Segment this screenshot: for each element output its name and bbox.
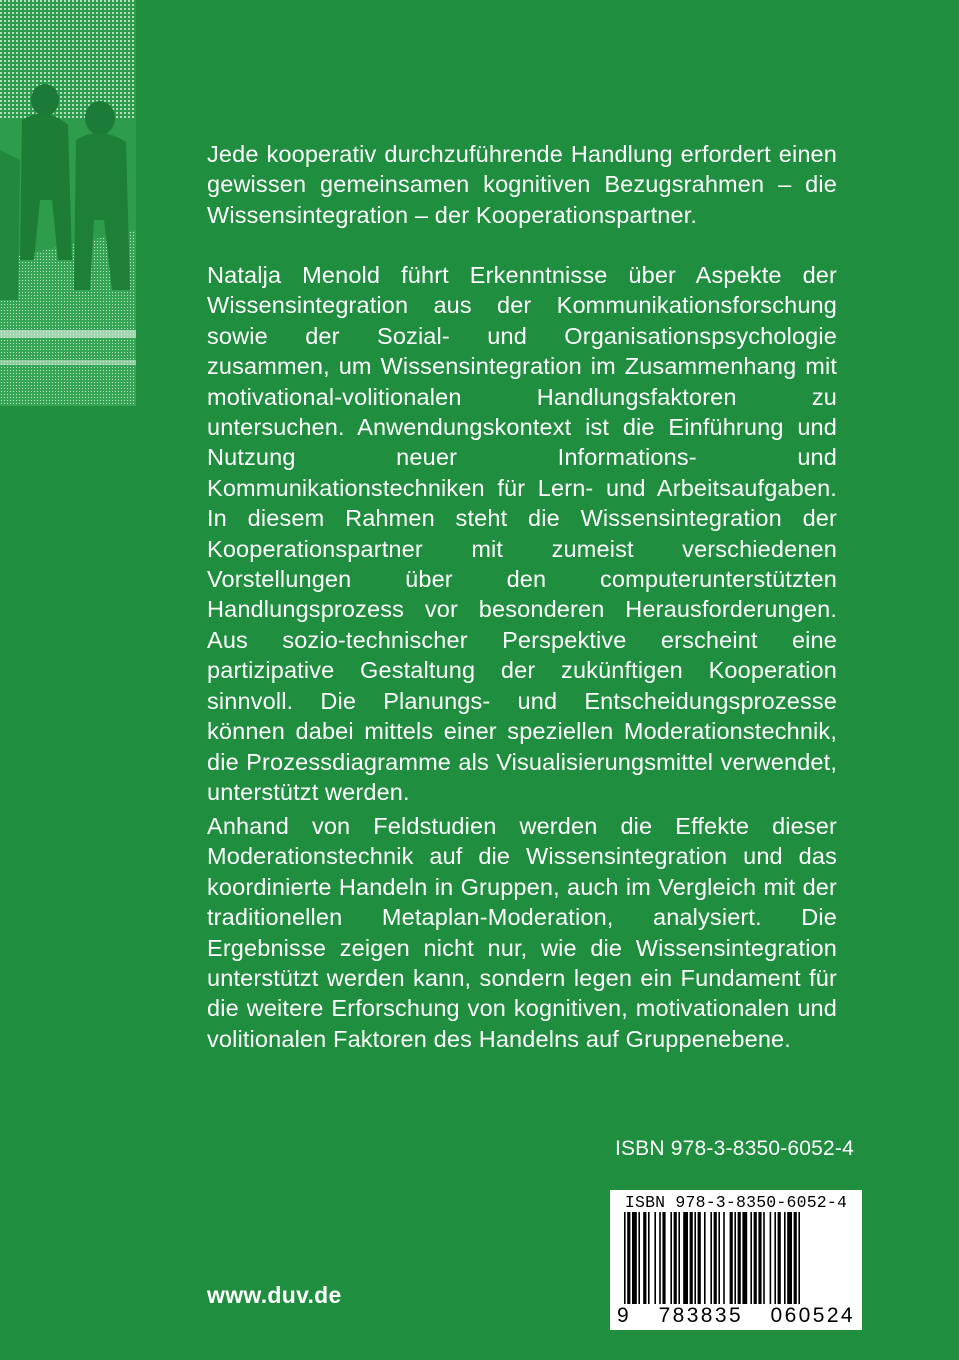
barcode-bar bbox=[678, 1212, 680, 1304]
paragraph-text: Natalja Menold führt Erkenntnisse über Aspekte der Wissensintegration aus der Kommunikationsforschung sowie der Sozial- und Organisationspsychologie zusammen, um Wissensintegration im Zusammenhang mit motivational-volitionalen Handlungsfaktoren zu untersuchen. Anwendungskontext ist die Einführung und Nutzung neuer Informations- und Kommunikationstechniken für Lern- und Arbeitsaufgaben. In diesem Rahmen steht die Wissensintegration der Kooperationspartner mit zumeist verschiedenen Vorstellungen über den computerunterstützten Handlungsprozess vor besonderen Herausforderungen. Aus sozio-technischer Perspektive erscheint eine partizipative Gestaltung der zukünftigen Kooperation sinnvoll. Die Planungs- und Entscheidungsprozesse können dabei mittels einer speziellen Moderationstechnik, die Prozessdiagramme als Visualisierungsmittel verwendet, unterstützt werden. bbox=[207, 262, 837, 805]
barcode-bar bbox=[683, 1212, 688, 1304]
barcode-bar bbox=[774, 1212, 776, 1304]
barcode-bar bbox=[730, 1212, 733, 1304]
barcode-bar bbox=[694, 1212, 696, 1304]
barcode-bar bbox=[704, 1212, 706, 1304]
barcode-bar bbox=[659, 1212, 661, 1304]
publisher-website: www.duv.de bbox=[207, 1282, 342, 1308]
barcode-digit-lead: 9 bbox=[617, 1304, 632, 1327]
barcode-bar bbox=[798, 1212, 800, 1304]
blurb-paragraph-results bbox=[207, 811, 837, 1054]
barcode-bar bbox=[723, 1212, 725, 1304]
barcode-bar bbox=[718, 1212, 720, 1304]
barcode-digits-left: 783835 bbox=[658, 1304, 744, 1327]
people-group-photo-icon bbox=[0, 0, 136, 406]
barcode-bar bbox=[624, 1212, 626, 1304]
barcode-bar bbox=[670, 1212, 672, 1304]
barcode-bars bbox=[610, 1212, 862, 1308]
barcode-bar bbox=[638, 1212, 640, 1304]
barcode-bar bbox=[770, 1212, 772, 1304]
barcode-bar bbox=[754, 1212, 757, 1304]
barcode-bar bbox=[654, 1212, 656, 1304]
isbn-label: ISBN 978-3-8350-6052-4 bbox=[614, 1137, 854, 1160]
barcode-bar bbox=[738, 1212, 741, 1304]
barcode-bar bbox=[742, 1212, 747, 1304]
barcode-bar bbox=[648, 1212, 650, 1304]
barcode-bar bbox=[734, 1212, 736, 1304]
barcode-isbn-label: ISBN 978-3-8350-6052-4 bbox=[624, 1193, 848, 1212]
barcode-bar bbox=[750, 1212, 752, 1304]
barcode-bar bbox=[758, 1212, 761, 1304]
barcode-bar bbox=[643, 1212, 646, 1304]
paragraph-text: Jede kooperativ durchzuführende Handlung erfordert einen gewissen gemeinsamen kognitiven Bezugsrahmen – die Wissensintegration – der Kooperationspartner. bbox=[207, 141, 837, 228]
barcode-bar bbox=[674, 1212, 677, 1304]
barcode-bar bbox=[698, 1212, 701, 1304]
barcode-bar bbox=[714, 1212, 717, 1304]
barcode-bar bbox=[632, 1212, 637, 1304]
cover-photo bbox=[0, 0, 136, 406]
paragraph-text: Anhand von Feldstudien werden die Effekte dieser Moderationstechnik auf die Wissensintegration und das koordinierte Handeln in Gruppen, auch im Vergleich mit der traditionellen Metaplan-Moderation, analysiert. Die Ergebnisse zeigen nicht nur, wie die Wissensintegration unterstützt werden kann, sondern legen ein Fundament für die weitere Erforschung von kognitiven, motivationalen und volitionalen Faktoren des Handelns auf Gruppenebene. bbox=[207, 813, 837, 1052]
barcode-bar bbox=[784, 1212, 786, 1304]
blurb-paragraph-main bbox=[207, 260, 837, 807]
barcode-bar bbox=[778, 1212, 781, 1304]
barcode-bar bbox=[763, 1212, 765, 1304]
barcode-bar bbox=[794, 1212, 797, 1304]
barcode-digits bbox=[616, 1305, 856, 1327]
barcode-bar bbox=[627, 1212, 630, 1304]
barcode-bar bbox=[662, 1212, 665, 1304]
blurb-paragraph-intro bbox=[207, 139, 837, 230]
barcode-bar bbox=[690, 1212, 693, 1304]
barcode-bar bbox=[710, 1212, 712, 1304]
barcode-digits-right: 060524 bbox=[770, 1304, 855, 1327]
barcode-bar bbox=[787, 1212, 792, 1304]
barcode bbox=[610, 1190, 862, 1330]
